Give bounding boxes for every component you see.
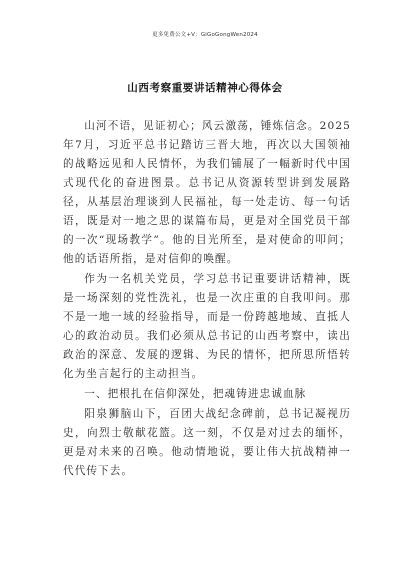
paragraph-section-one: 阳泉狮脑山下，百团大战纪念碑前，总书记凝视历史，向烈士敬献花篮。这一刻，不仅是对过去的缅怀，更是对未来的召唤。他动情地说，要让伟大抗战精神一代代传下去。 — [63, 408, 351, 477]
paragraph-reflection: 作为一名机关党员，学习总书记重要讲话精神，既是一场深刻的党性洗礼，也是一次庄重的自我叩问。那不是一地一域的经验指导，而是一份跨越地域、直抵人心的政治动员。我们必须从总书记的山西考察中，读出政治的深意、发展的逻辑、为民的情怀，把所思所悟转化为坐言起行的主动担当。 — [63, 273, 351, 380]
document-title: 山西考察重要讲话精神心得体会 — [127, 82, 283, 94]
paragraph-intro: 山河不语，见证初心；风云激荡，锤炼信念。2025年7月，习近平总书记踏访三晋大地，再次以大国领袖的战略远见和人民情怀，为我们铺展了一幅新时代中国式现代化的奋进图景。总书记从资源转型讲到发展路径，从基层治理谈到人民福祉，每一处走访、每一句话语，既是对一地之思的谋篇布局，更是对全国党员干部的一次“现场教学”。他的目光所至，是对使命的叩问；他的话语所指，是对信仰的唤醒。 — [63, 120, 351, 265]
section-heading: 一、把根扎在信仰深处，把魂铸进忠诚血脉 — [84, 388, 307, 400]
document-body — [63, 117, 351, 482]
header-note: 更多免费公文+V：GiGoGongWen2024 — [152, 32, 258, 38]
